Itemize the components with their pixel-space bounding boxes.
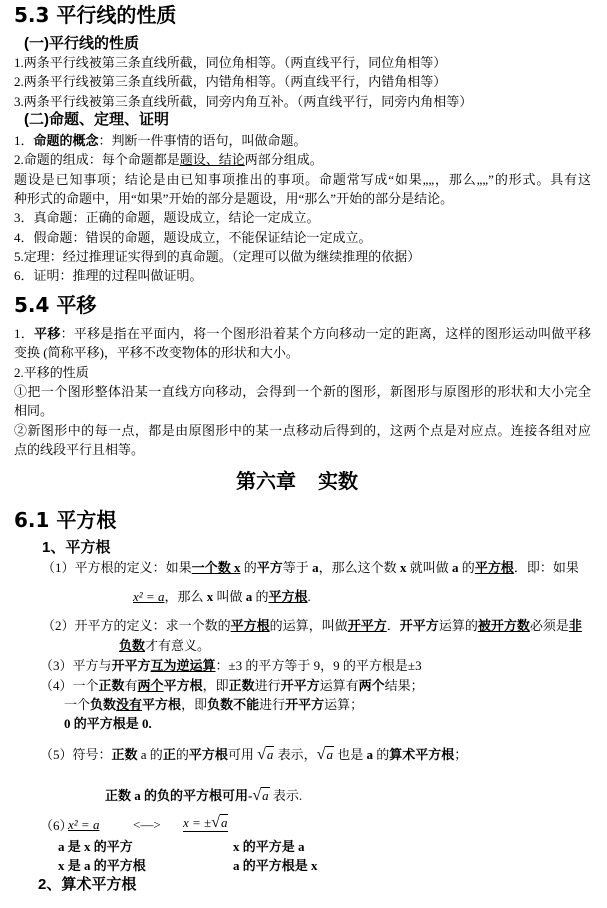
bold-term: 平移 (34, 326, 61, 341)
proposition-form-line-2: 种形式的命题中，用“如果”开始的部分是题设，用“那么”开始的部分是结论。 (14, 191, 454, 206)
section-5-3-title: 5.3 平行线的性质 (14, 3, 177, 27)
text-run: （3）平方与 (40, 658, 112, 673)
true-proposition-line: 3．真命题：正确的命题，题设成立，结论一定成立。 (14, 210, 320, 225)
underlined-term: 被开方数 (477, 618, 530, 633)
equivalence-left-equation: x² = a (68, 817, 100, 832)
translation-property-2-line-1: ②新图形中的每一点，都是由原图形中的某一点移动后得到的，这两个点是对应点。连接各组对应 (14, 423, 591, 438)
bold-term: a (245, 589, 253, 604)
proposition-composition-line (14, 151, 323, 168)
pair-2-left: x 是 a 的平方根 (58, 858, 146, 873)
bold-term: 开平方 (111, 658, 151, 673)
bold-term: 负数 (90, 697, 117, 712)
text-run: 两部分组成。 (244, 152, 323, 167)
item-number: 1． (14, 133, 34, 148)
text-run: 也是 (333, 747, 367, 762)
text-run: 叫做 (213, 589, 246, 604)
parallel-property-1: 1.两条平行线被第三条直线所截，同位角相等。（两直线平行，同位角相等） (14, 55, 447, 70)
bold-term: 开平方 (399, 618, 439, 633)
bold-term: 算术平方根 (389, 747, 455, 762)
equation: x² = a (133, 589, 165, 604)
bold-term: 开平方 (280, 678, 320, 693)
sqrt-a (317, 746, 334, 763)
text-run: 的 (458, 560, 475, 575)
subsection-proposition-title: (二)命题、定理、证明 (24, 111, 169, 128)
sqrt-a (211, 814, 228, 831)
text-run: ，即 (181, 697, 208, 712)
text-run: （2）开平方的定义：求一个数的 (42, 618, 231, 633)
theorem-line: 5.定理：经过推理证实得到的真命题。（定理可以做为继续推理的依据） (14, 249, 421, 264)
text-run: 的 (240, 560, 257, 575)
text-run: ：±3 的平方等于 9，9 的平方根是±3 (215, 658, 422, 673)
underlined-term: 平方根 (474, 560, 514, 575)
translation-definition-line-2: 变换 (简称平移)，平移不改变物体的形状和大小。 (14, 345, 299, 360)
text-run: ； (454, 747, 468, 762)
underlined-equation (183, 815, 228, 832)
bold-term: 两个 (358, 678, 385, 693)
text-run: 的 (372, 747, 390, 762)
proposition-form-line-1: 题设是已知事项；结论是由已知事项推出的事项。命题常写成“如果„„，那么„„”的形式。具有这 (14, 172, 591, 187)
text-run: ：平移是指在平面内，将一个图形沿着某个方向移动一定的距离，这样的图形运动叫做平移 (60, 326, 591, 341)
text-run: 可用 (227, 747, 258, 762)
subsection-arithmetic-square-root-title: 2、算术平方根 (38, 876, 137, 893)
text-run: 等于 (282, 560, 313, 575)
proof-line: 6．证明：推理的过程叫做证明。 (14, 268, 203, 283)
text-run: 运算有 (319, 678, 359, 693)
text-run: ，那么 (164, 589, 207, 604)
text-run: a 的 (137, 747, 163, 762)
negative-root-notation-line (105, 787, 302, 804)
bold-term: a (366, 747, 373, 762)
text-run: ． (386, 618, 400, 633)
translation-property-2-line-2: 点的线段平行且相等。 (14, 442, 145, 457)
chapter-title (236, 469, 358, 493)
text-run: ，那么这个数 (318, 560, 400, 575)
square-root-equation-line (133, 588, 311, 605)
translation-property-1-line-2: 相同。 (14, 403, 54, 418)
text-run: 结果； (384, 678, 424, 693)
text-run: 一个 (64, 697, 91, 712)
extraction-definition-line-2 (119, 637, 210, 654)
equivalence-label: （6） (40, 818, 73, 833)
pair-1-left: a 是 x 的平方 (58, 839, 133, 854)
bold-term: 命题的概念 (33, 133, 99, 148)
text-run: 就叫做 (406, 560, 453, 575)
text-run: 才有意义。 (145, 638, 211, 653)
equivalence-right-equation (183, 814, 228, 831)
bold-term: 正数 (228, 678, 255, 693)
extraction-definition-line-1 (42, 617, 582, 634)
radicand: a (262, 788, 269, 803)
text-run: . (307, 589, 311, 604)
zero-square-root-line: 0 的平方根是 0. (64, 716, 152, 731)
parallel-property-3: 3.两条平行线被第三条直线所截，同旁内角互补。（两直线平行，同旁内角相等） (14, 94, 473, 109)
bold-term: 正 (162, 747, 176, 762)
parallel-property-2: 2.两条平行线被第三条直线所截，内错角相等。（两直线平行，内错角相等） (14, 74, 447, 89)
bold-term: 正数 (98, 678, 125, 693)
text-run: 进行 (259, 697, 286, 712)
inverse-operation-line (40, 657, 422, 674)
bold-term: 正数 a 的负的平方根可用- (105, 788, 253, 803)
bold-term: 开平方 (285, 697, 325, 712)
underlined-term: 没有 (116, 697, 143, 712)
section-6-1-title: 6.1 平方根 (14, 508, 117, 532)
radicand: a (266, 747, 274, 762)
radical-sign: √ (252, 787, 262, 804)
underlined-term: 互为逆运算 (150, 658, 216, 673)
underlined-term: 非 (568, 618, 582, 633)
underlined-term: 两个 (137, 678, 164, 693)
translation-property-1-line-1: ①把一个图形整体沿某一直线方向移动，会得到一个新的图形，新图形与原图形的形状和大小完全 (14, 384, 591, 399)
positive-number-line (40, 677, 424, 694)
radical-sign: √ (257, 746, 266, 763)
bold-term: 平方根 (188, 747, 228, 762)
pair-1-right: x 的平方是 a (233, 839, 305, 854)
text-run: 表示. (269, 788, 303, 803)
proposition-concept-line (14, 132, 307, 149)
underlined-term: 平方根 (230, 618, 270, 633)
subsection-square-root-title: 1、平方根 (42, 539, 111, 556)
bold-term: 正数 (111, 747, 138, 762)
radical-sign: √ (316, 746, 326, 763)
notation-line (40, 746, 467, 763)
bold-term: a (312, 560, 319, 575)
text-run: 必须是 (529, 618, 569, 633)
text-run: 的运算，叫做 (269, 618, 348, 633)
underlined-term: 题设、结论 (179, 152, 245, 167)
radical-sign: √ (211, 814, 220, 831)
text-run: （4）一个 (40, 678, 99, 693)
underlined-term: 负数 (119, 638, 146, 653)
pair-2-right: a 的平方根是 x (233, 858, 318, 873)
sqrt-a (257, 746, 274, 763)
underlined-term: 平方根 (268, 589, 308, 604)
subsection-parallel-properties-title: (一)平行线的性质 (24, 35, 139, 52)
radicand: a (326, 747, 333, 762)
bold-term: 负数不能 (207, 697, 260, 712)
item-number: 1． (14, 326, 35, 341)
sqrt-a (252, 787, 269, 804)
bold-term: x (399, 560, 407, 575)
bold-term: a (452, 560, 459, 575)
bold-term: 平方 (256, 560, 283, 575)
false-proposition-line: 4．假命题：错误的命题，题设成立，不能保证结论一定成立。 (14, 230, 372, 245)
equation-prefix: x = ± (183, 815, 212, 830)
square-root-definition-line (42, 559, 579, 576)
underlined-term: 开平方 (347, 618, 387, 633)
bold-term: 平方根 (142, 697, 182, 712)
text-run: ．即：如果 (513, 560, 579, 575)
text-run: 2.命题的组成：每个命题都是 (14, 152, 180, 167)
text-run: 进行 (254, 678, 281, 693)
text-run: 的 (252, 589, 269, 604)
text-run: 的 (175, 747, 189, 762)
section-5-4-title: 5.4 平移 (14, 293, 97, 317)
text-run: （5）符号： (40, 747, 112, 762)
text-run: ：判断一件事情的语句，叫做命题。 (98, 133, 307, 148)
underlined-term: 一个数 x (191, 560, 241, 575)
text-run: 有 (124, 678, 138, 693)
equivalence-arrow: <—> (133, 817, 161, 832)
chapter-name: 实数 (318, 469, 358, 493)
translation-properties-title: 2.平移的性质 (14, 365, 89, 380)
bold-term: x (206, 589, 214, 604)
text-run: ，即 (202, 678, 229, 693)
bold-term: 平方根 (163, 678, 203, 693)
text-run: 表示， (274, 747, 317, 762)
translation-definition-line-1 (14, 325, 591, 342)
radicand: a (220, 815, 228, 830)
text-run: （1）平方根的定义：如果 (42, 560, 192, 575)
text-run: 运算的 (438, 618, 478, 633)
text-run: 运算； (324, 697, 364, 712)
negative-number-line (64, 696, 363, 713)
chapter-number: 第六章 (236, 469, 296, 493)
